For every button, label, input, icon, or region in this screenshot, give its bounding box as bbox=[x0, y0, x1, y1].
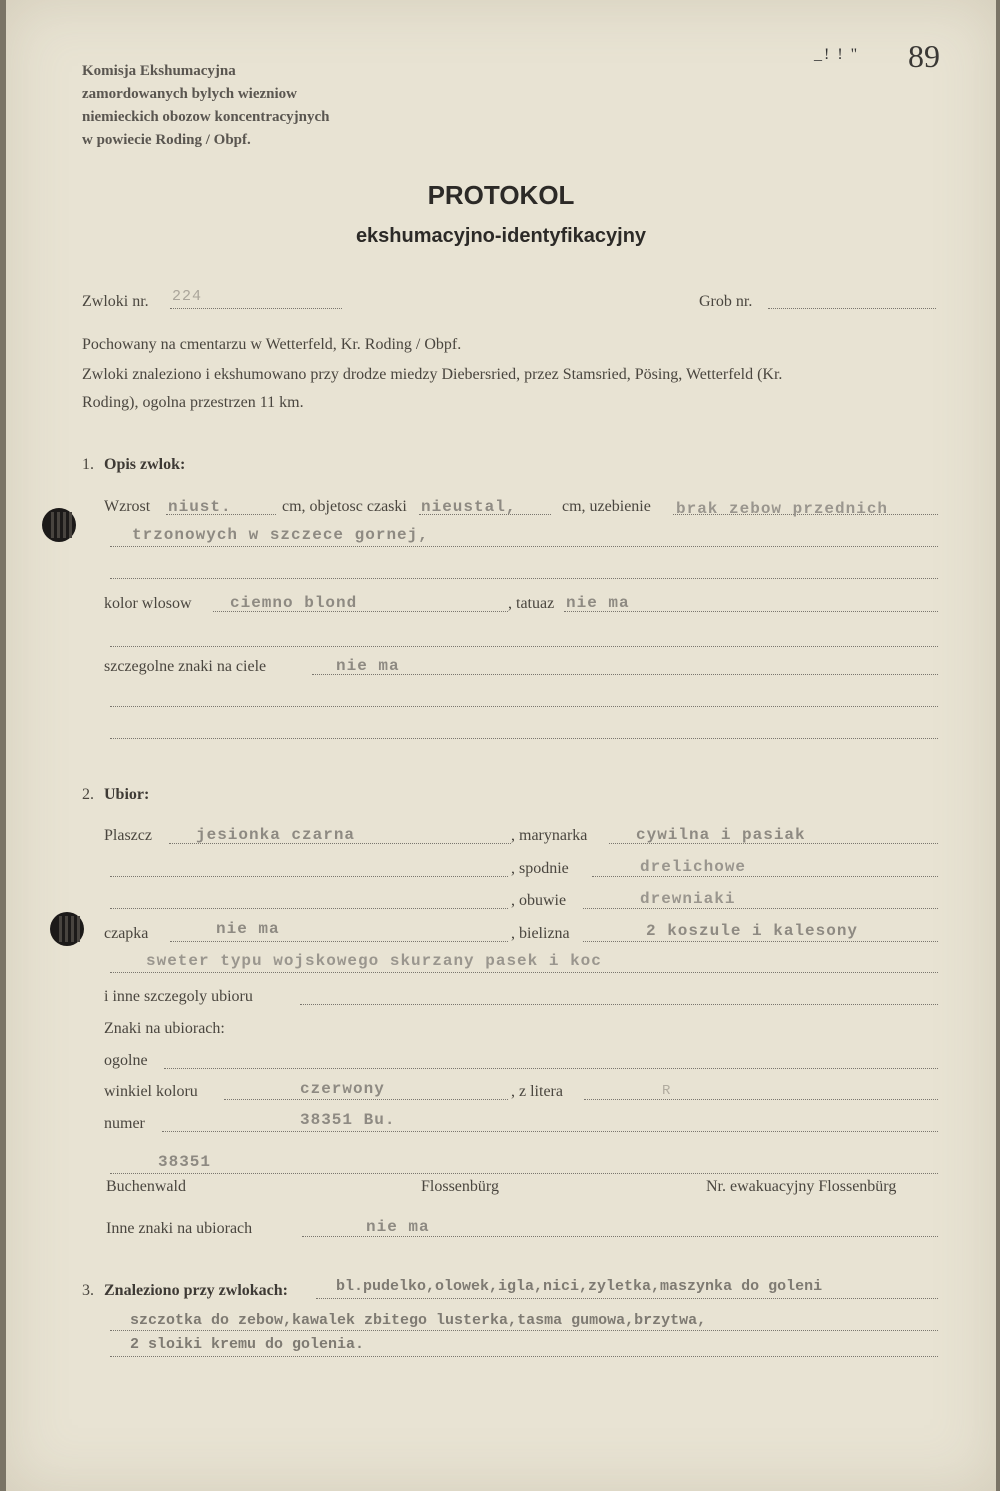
tatuaz-value: nie ma bbox=[566, 594, 630, 612]
section-3-number: 3. bbox=[82, 1282, 94, 1299]
grob-label: Grob nr. bbox=[699, 293, 753, 310]
plaszcz-value: jesionka czarna bbox=[196, 826, 356, 844]
section-3-heading: Znaleziono przy zwlokach: bbox=[104, 1282, 288, 1299]
uzebienie-value: brak zebow przednich bbox=[676, 500, 889, 518]
obuwie-label: , obuwie bbox=[511, 892, 567, 909]
org-name-line-2: zamordowanych bylych wiezniow bbox=[82, 86, 297, 102]
tatuaz-label: , tatuaz bbox=[508, 595, 555, 612]
czapka-label: czapka bbox=[104, 925, 149, 942]
found-location-line-1: Zwloki znaleziono i ekshumowano przy drodze miedzy Diebersried, przez Stamsried, Pösing, Wetterfeld (Kr. bbox=[82, 366, 783, 383]
burial-place: Pochowany na cmentarzu w Wetterfeld, Kr. Roding / Obpf. bbox=[82, 336, 462, 353]
uzebienie-value-line-2: trzonowych w szczece gornej, bbox=[132, 526, 429, 544]
org-name-line-4: w powiecie Roding / Obpf. bbox=[82, 132, 251, 148]
wzrost-value: niust. bbox=[168, 498, 232, 516]
winkiel-label: winkiel koloru bbox=[104, 1083, 198, 1100]
spodnie-label: , spodnie bbox=[511, 860, 569, 877]
zwloki-label: Zwloki nr. bbox=[82, 293, 149, 310]
section-1-heading: Opis zwlok: bbox=[104, 456, 186, 473]
punch-hole-2 bbox=[50, 912, 84, 946]
bielizna-label: , bielizna bbox=[511, 925, 570, 942]
czaski-value: nieustal, bbox=[421, 498, 517, 516]
czaski-label: cm, objetosc czaski bbox=[282, 498, 407, 515]
section-2-heading: Ubior: bbox=[104, 786, 150, 803]
page-number: 89 bbox=[908, 38, 940, 74]
ogolne-label: ogolne bbox=[104, 1052, 148, 1069]
litera-value: R bbox=[662, 1083, 672, 1099]
flossenburg-label: Flossenbürg bbox=[421, 1178, 499, 1195]
page-mark: _! ! " bbox=[814, 46, 860, 63]
numer-value: 38351 Bu. bbox=[300, 1111, 396, 1129]
section-2-number: 2. bbox=[82, 786, 94, 803]
marynarka-label: , marynarka bbox=[511, 827, 588, 844]
obuwie-value: drewniaki bbox=[640, 890, 736, 908]
znaki-na-ciele-label: szczegolne znaki na ciele bbox=[104, 658, 267, 675]
found-items-line-1: bl.pudelko,olowek,igla,nici,zyletka,maszynka do goleni bbox=[336, 1278, 823, 1295]
protocol-sheet bbox=[6, 0, 996, 1491]
additional-clothing: sweter typu wojskowego skurzany pasek i koc bbox=[146, 952, 602, 970]
document-subtitle: ekshumacyjno-identyfikacyjny bbox=[355, 225, 647, 247]
org-name-line-3: niemieckich obozow koncentracyjnych bbox=[82, 109, 330, 125]
plaszcz-label: Plaszcz bbox=[104, 827, 152, 844]
found-items-line-3: 2 sloiki kremu do golenia. bbox=[130, 1336, 365, 1353]
found-location-line-2: Roding), ogolna przestrzen 11 km. bbox=[82, 394, 304, 411]
kolor-wlosow-value: ciemno blond bbox=[230, 594, 358, 612]
document-title: PROTOKOL bbox=[427, 180, 575, 210]
znaki-na-ciele-value: nie ma bbox=[336, 657, 400, 675]
litera-label: , z litera bbox=[511, 1083, 563, 1100]
buchenwald-label: Buchenwald bbox=[106, 1178, 186, 1195]
bielizna-value: 2 koszule i kalesony bbox=[646, 922, 859, 940]
org-name-line-1: Komisja Ekshumacyjna bbox=[82, 63, 236, 79]
section-1-number: 1. bbox=[82, 456, 94, 473]
spodnie-value: drelichowe bbox=[640, 858, 747, 876]
found-items-line-2: szczotka do zebow,kawalek zbitego lusterka,tasma gumowa,brzytwa, bbox=[130, 1312, 707, 1329]
wzrost-label: Wzrost bbox=[104, 498, 151, 515]
zwloki-value: 224 bbox=[172, 288, 203, 305]
uzebienie-label: cm, uzebienie bbox=[562, 498, 651, 515]
marynarka-value: cywilna i pasiak bbox=[636, 826, 806, 844]
inne-szczegoly-label: i inne szczegoly ubioru bbox=[104, 988, 253, 1005]
buchenwald-number: 38351 bbox=[158, 1153, 212, 1171]
ewakuacyjny-label: Nr. ewakuacyjny Flossenbürg bbox=[706, 1178, 897, 1195]
winkiel-value: czerwony bbox=[300, 1080, 385, 1098]
inne-znaki-label: Inne znaki na ubiorach bbox=[106, 1220, 253, 1237]
znaki-na-ubiorach-label: Znaki na ubiorach: bbox=[104, 1020, 225, 1037]
punch-hole-1 bbox=[42, 508, 76, 542]
czapka-value: nie ma bbox=[216, 920, 280, 938]
kolor-wlosow-label: kolor wlosow bbox=[104, 595, 192, 612]
inne-znaki-value: nie ma bbox=[366, 1218, 430, 1236]
numer-label: numer bbox=[104, 1115, 145, 1132]
